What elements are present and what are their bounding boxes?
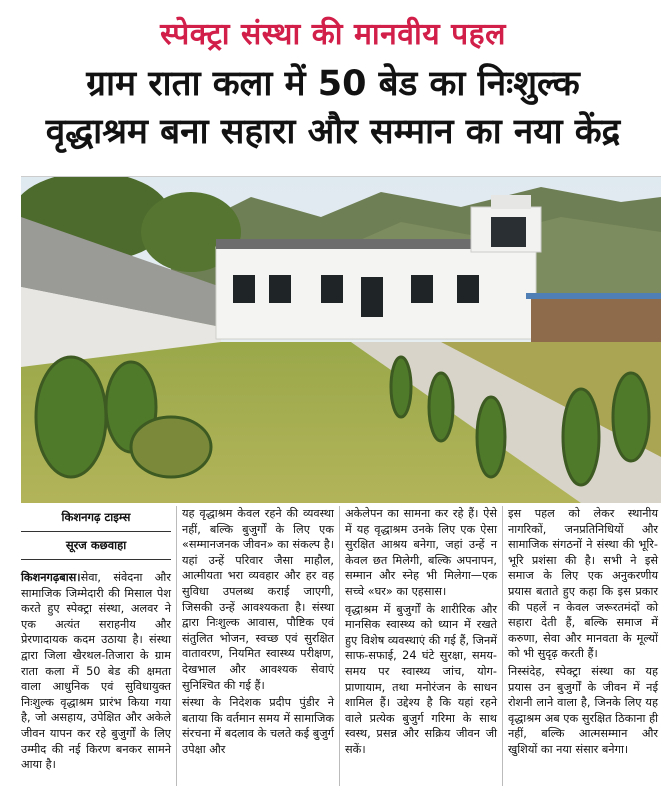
author-byline: सूरज कछवाहा [21, 532, 171, 560]
oldage-home-photo [21, 176, 661, 503]
column-divider [339, 506, 340, 786]
building-photo-illustration [21, 177, 661, 503]
dateline: किशनगढ़बास। [21, 571, 81, 584]
article-column-1 [21, 570, 171, 775]
source-byline: किशनगढ़ टाइम्स [21, 506, 171, 532]
article-column-3 [345, 506, 497, 760]
column-3-para-1: अकेलेपन का सामना कर रहे हैं। ऐसे में यह वृद्धाश्रम उनके लिए एक ऐसा सुरक्षित आश्रय बनेगा, जहां उन्हें न केवल छत मिलेगी, बल्कि अपनापन, सम्मान और स्नेह भी मिलेगा—एक सच्चे «घर» का एहसास। [345, 507, 497, 598]
column-4-para-2: निस्संदेह, स्पेक्ट्रा संस्था का यह प्रयास उन बुजुर्गों के जीवन में नई रोशनी लाने वाला है, जिनके लिए यह वृद्धाश्रम अब एक सुरक्षित ठिकाना ही नहीं, बल्कि आत्मसम्मान और खुशियों का नया संसार बनेगा। [508, 664, 658, 756]
column-divider [176, 506, 177, 786]
column-1-text: सेवा, संवेदना और सामाजिक जिम्मेदारी की मिसाल पेश करते हुए स्पेक्ट्रा संस्था, अलवर ने एक अत्यंत सराहनीय और प्रेरणादायक कदम उठाया है। संस्था द्वारा जिला खैरथल-तिजारा के ग्राम राता कला में 50 बेड की क्षमता वाला आधुनिक एवं सुविधायुक्त निःशुल्क वृद्धाश्रम प्रारंभ किया गया है, जो असहाय, उपेक्षित और अकेले जीवन यापन कर रहे बुजुर्गों के लिए उम्मीद की नई किरण बनकर सामने आया है। [21, 571, 171, 772]
headline-line-2: वृद्धाश्रम बना सहारा और सम्मान का नया केंद्र [45, 112, 621, 152]
column-4-para-1: इस पहल को लेकर स्थानीय नागरिकों, जनप्रतिनिधियों और सामाजिक संगठनों ने संस्था की भूरि-भूरि प्रशंसा की है। सभी ने इसे समाज के लिए एक अनुकरणीय प्रयास बताते हुए कहा कि इस प्रकार की पहलें न केवल जरूरतमंदों को सहारा देती हैं, बल्कि समाज में करुणा, सेवा और मानवता के मूल्यों को भी सुदृढ़ करती हैं। [508, 507, 658, 661]
article-column-2 [182, 506, 334, 760]
byline-box [21, 506, 171, 560]
column-3-para-2: वृद्धाश्रम में बुजुर्गों के शारीरिक और मानसिक स्वास्थ्य को ध्यान में रखते हुए विशेष व्यवस्थाएं की गई हैं, जिनमें साफ-सफाई, 24 घंटे सुरक्षा, समय-समय पर स्वास्थ्य जांच, योग-प्राणायाम, तथा मनोरंजन के साधन शामिल हैं। उद्देश्य है कि यहां रहने वाले प्रत्येक बुजुर्ग गरिमा के साथ स्वस्थ, प्रसन्न और सक्रिय जीवन जी सकें। [345, 602, 497, 756]
column-divider [502, 506, 503, 786]
kicker-headline: स्पेक्ट्रा संस्था की मानवीय पहल [160, 17, 506, 52]
headline-line-1: ग्राम राता कला में 50 बेड का निःशुल्क [86, 64, 580, 104]
column-2-para-2: संस्था के निदेशक प्रदीप पुंडीर ने बताया कि वर्तमान समय में सामाजिक संरचना में बदलाव के चलते कई बुजुर्ग उपेक्षा और [182, 696, 334, 756]
column-2-para-1: यह वृद्धाश्रम केवल रहने की व्यवस्था नहीं, बल्कि बुजुर्गों के लिए एक «सम्मानजनक जीवन» का संकल्प है। यहां उन्हें परिवार जैसा माहौल, आत्मीयता भरा व्यवहार और हर वह सुविधा उपलब्ध कराई जाएगी, जिसकी उन्हें आवश्यकता है। संस्था द्वारा निःशुल्क आवास, पौष्टिक एवं संतुलित भोजन, स्वच्छ एवं सुरक्षित वातावरण, नियमित स्वास्थ्य परीक्षण, देखभाल और आवश्यक सेवाएं सुनिश्चित की गई हैं। [182, 507, 334, 692]
article-column-4 [508, 506, 658, 760]
